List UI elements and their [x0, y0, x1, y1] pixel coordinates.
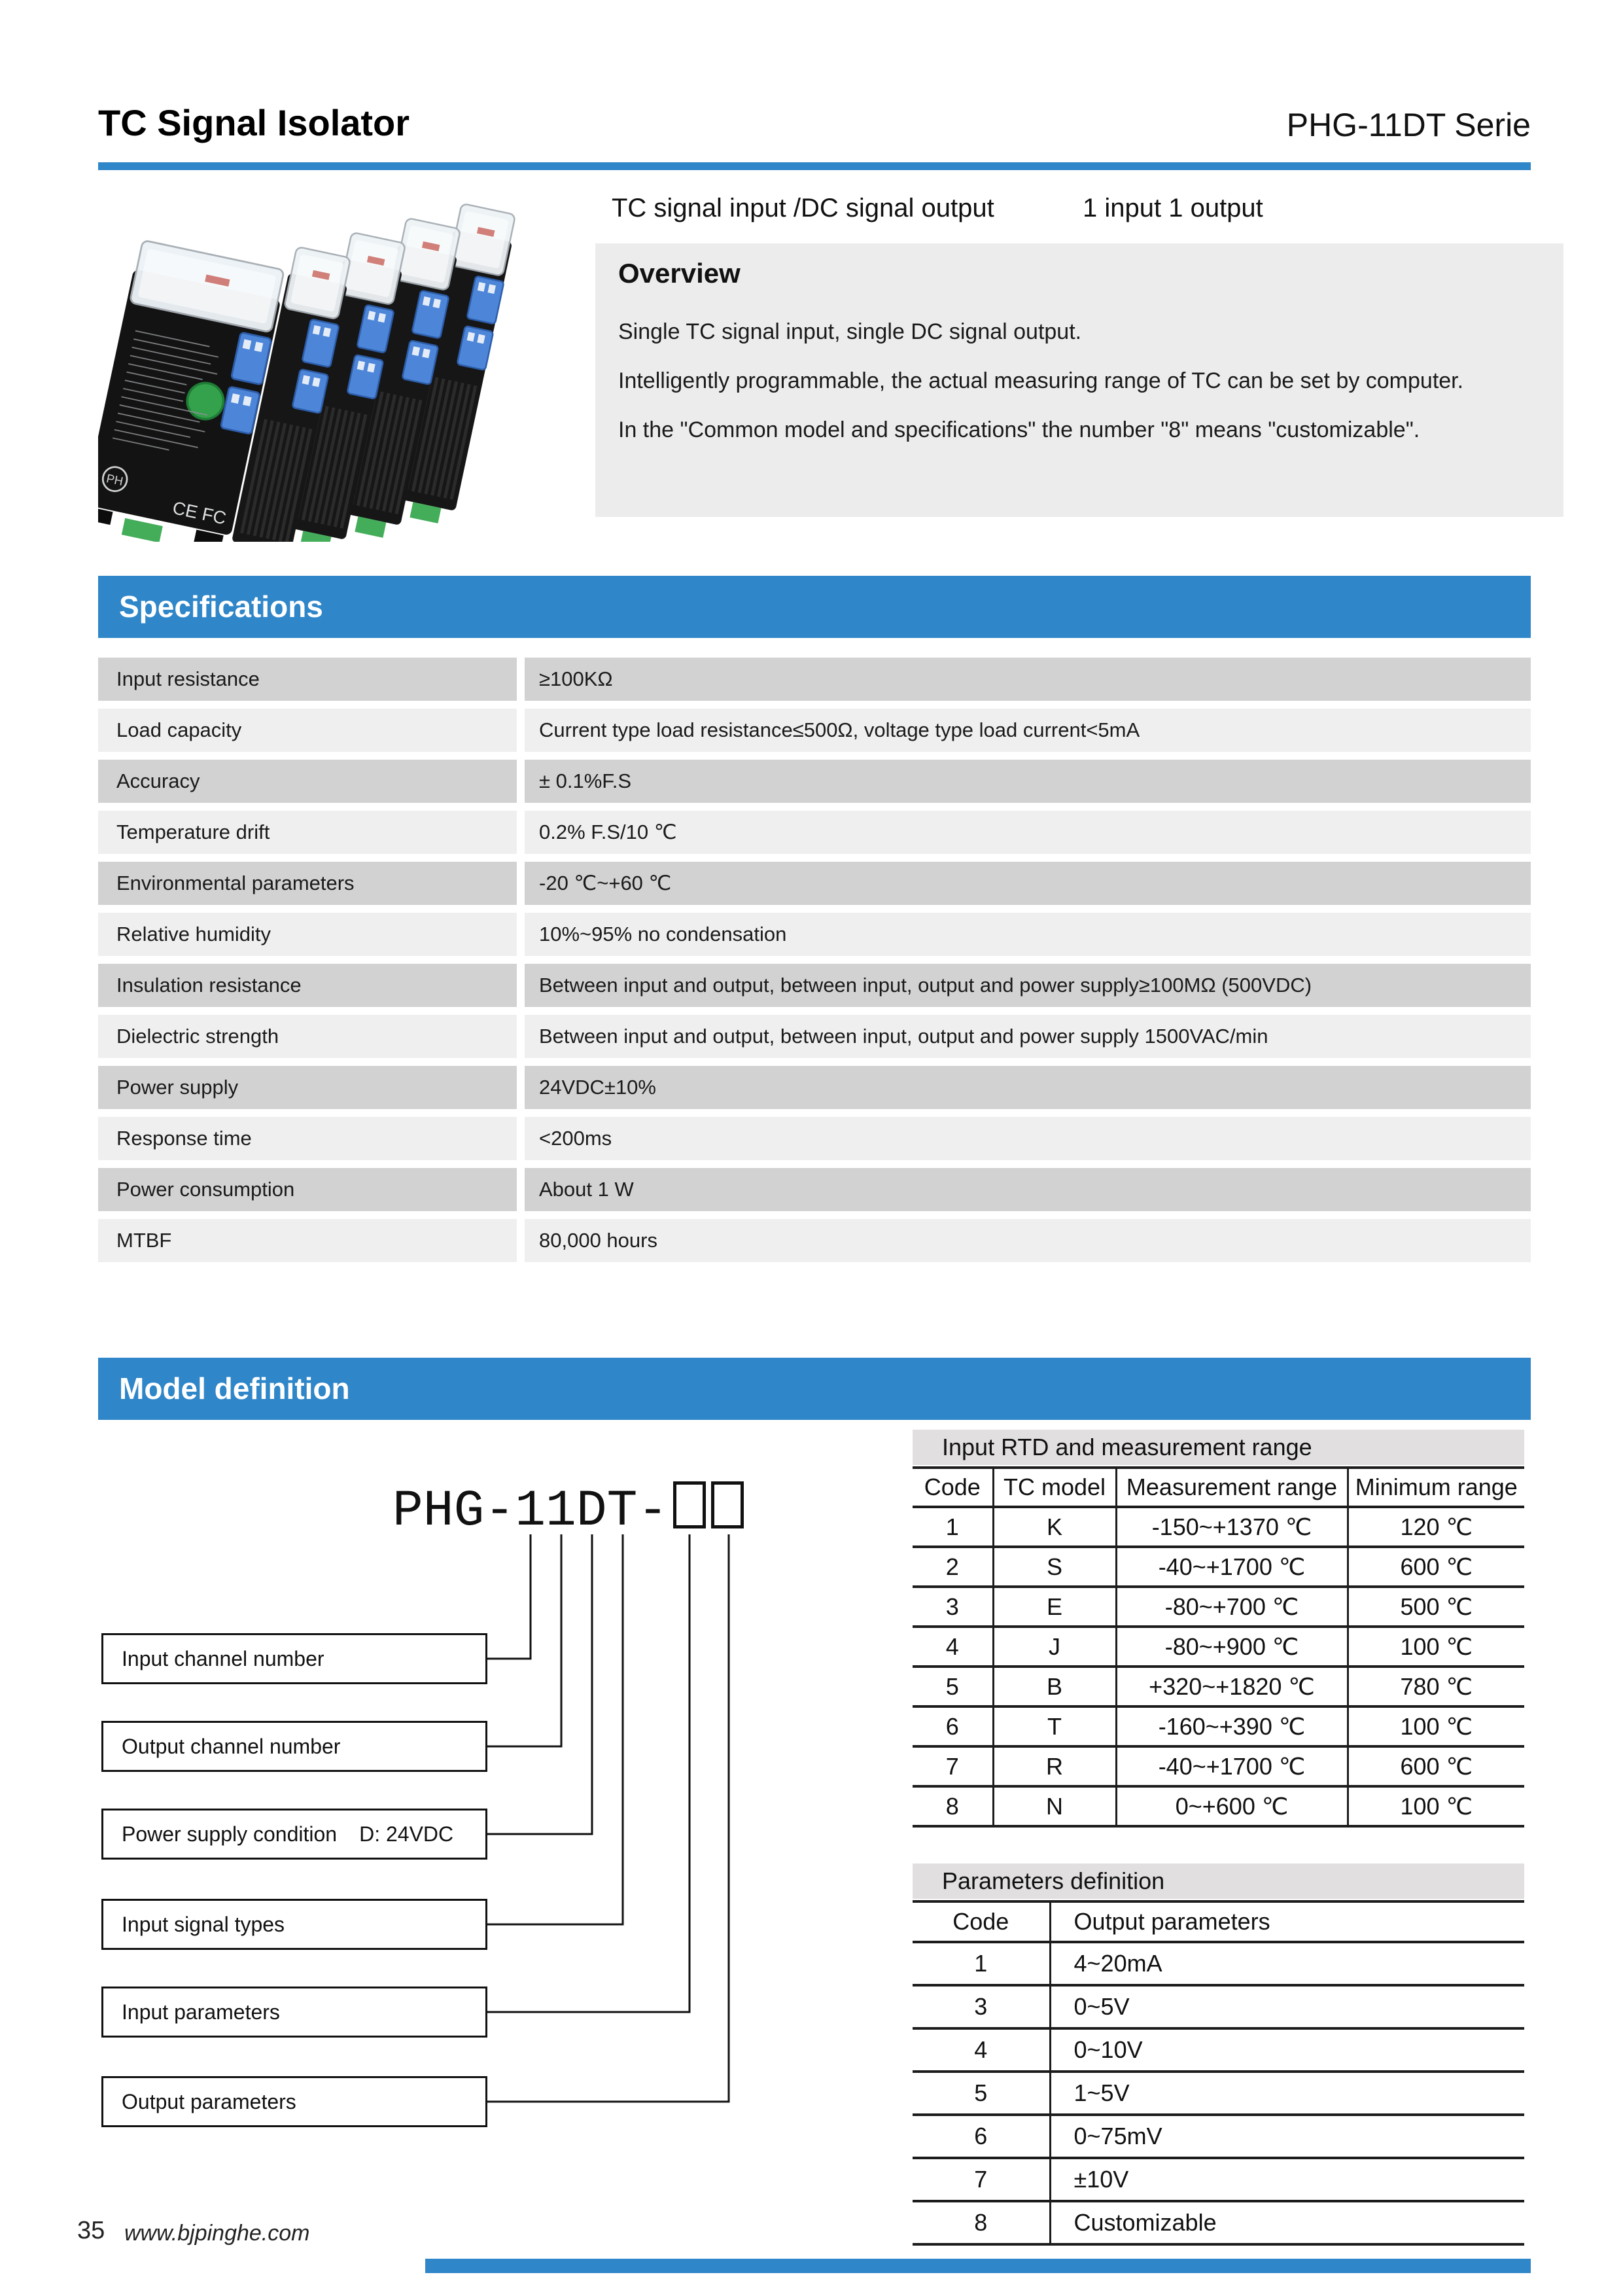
cell: 7: [913, 1746, 993, 1786]
spec-value: About 1 W: [525, 1168, 1531, 1211]
parameters-table-title: Parameters definition: [913, 1863, 1524, 1899]
table-row: [913, 2072, 1524, 2115]
overview-line: Single TC signal input, single DC signal output.: [618, 319, 1082, 344]
col-header: Code: [913, 1468, 993, 1507]
cell: 600 ℃: [1348, 1547, 1524, 1587]
table-row: [913, 1667, 1524, 1706]
cell: ±10V: [1050, 2158, 1524, 2201]
callout-input-parameters: [101, 1987, 487, 2038]
table-row: [913, 2201, 1524, 2244]
spec-label: Power supply: [98, 1066, 517, 1109]
cell: 5: [913, 1667, 993, 1706]
spec-value: 24VDC±10%: [525, 1066, 1531, 1109]
cell: 6: [913, 1706, 993, 1746]
overview-title: Overview: [618, 258, 741, 289]
table-row: [913, 1786, 1524, 1826]
table-row: [913, 2158, 1524, 2201]
table-header-row: [913, 1901, 1524, 1942]
signal-heading: TC signal input /DC signal output: [612, 194, 994, 222]
cell: 1: [913, 1942, 1050, 1985]
table-row: [98, 709, 1531, 752]
callout-input-channel: [101, 1633, 487, 1684]
table-row: [98, 964, 1531, 1007]
overview-line: Intelligently programmable, the actual measuring range of TC can be set by computer.: [618, 368, 1464, 393]
cell: -40~+1700 ℃: [1116, 1547, 1348, 1587]
spec-value: <200ms: [525, 1117, 1531, 1160]
table-row: [98, 862, 1531, 905]
callout-label: Input signal types: [122, 1912, 285, 1936]
callout-output-channel: [101, 1721, 487, 1772]
col-header: TC model: [993, 1468, 1116, 1507]
page-title: TC Signal Isolator: [98, 102, 410, 143]
spec-label: Dielectric strength: [98, 1015, 517, 1058]
table-row: [913, 1942, 1524, 1985]
table-row: [913, 1587, 1524, 1627]
cell: S: [993, 1547, 1116, 1587]
spec-label: Response time: [98, 1117, 517, 1160]
footer-divider: [425, 2259, 1531, 2273]
cell: 3: [913, 1985, 1050, 2028]
spec-value: 80,000 hours: [525, 1219, 1531, 1262]
rtd-table-title: Input RTD and measurement range: [913, 1430, 1524, 1465]
table-row: [913, 1706, 1524, 1746]
cell: 2: [913, 1547, 993, 1587]
spec-label: MTBF: [98, 1219, 517, 1262]
table-row: [98, 658, 1531, 701]
cell: 4: [913, 2028, 1050, 2072]
callout-input-signal-types: [101, 1899, 487, 1950]
cell: -150~+1370 ℃: [1116, 1507, 1348, 1547]
table-row: [98, 1219, 1531, 1262]
spec-label: Temperature drift: [98, 811, 517, 854]
spec-label: Insulation resistance: [98, 964, 517, 1007]
cell: 100 ℃: [1348, 1786, 1524, 1826]
cell: 8: [913, 1786, 993, 1826]
spec-label: Power consumption: [98, 1168, 517, 1211]
table-row: [98, 1015, 1531, 1058]
cell: 1: [913, 1507, 993, 1547]
cell: 1~5V: [1050, 2072, 1524, 2115]
table-row: [913, 1507, 1524, 1547]
table-row: [913, 2028, 1524, 2072]
cell: -80~+700 ℃: [1116, 1587, 1348, 1627]
cell: -40~+1700 ℃: [1116, 1746, 1348, 1786]
table-row: [98, 811, 1531, 854]
page-header: [98, 97, 1531, 144]
callout-label: Input channel number: [122, 1646, 324, 1670]
cell: 8: [913, 2201, 1050, 2244]
page-number: 35: [77, 2217, 105, 2244]
spec-value: 10%~95% no condensation: [525, 913, 1531, 956]
specifications-table: [98, 658, 1531, 1270]
power-supply-note: D: 24VDC: [359, 1822, 454, 1846]
spec-label: Environmental parameters: [98, 862, 517, 905]
cell: 120 ℃: [1348, 1507, 1524, 1547]
cell: 0~+600 ℃: [1116, 1786, 1348, 1826]
cell: 500 ℃: [1348, 1587, 1524, 1627]
col-header: Code: [913, 1901, 1050, 1942]
cell: 100 ℃: [1348, 1706, 1524, 1746]
spec-value: ± 0.1%F.S: [525, 760, 1531, 803]
table-row: [98, 1117, 1531, 1160]
table-header-row: [913, 1468, 1524, 1507]
callout-label: Output channel number: [122, 1734, 341, 1758]
website-link[interactable]: www.bjpinghe.com: [124, 2221, 310, 2246]
series-label: PHG-11DT Serie: [1286, 107, 1531, 143]
table-row: [98, 760, 1531, 803]
cell: K: [993, 1507, 1116, 1547]
table-row: [913, 1985, 1524, 2028]
spec-value: Current type load resistance≤500Ω, voltage type load current<5mA: [525, 709, 1531, 752]
spec-label: Relative humidity: [98, 913, 517, 956]
cell: J: [993, 1627, 1116, 1667]
cell: 0~5V: [1050, 1985, 1524, 2028]
specifications-section-bar: Specifications: [98, 576, 1531, 638]
table-row: [913, 1627, 1524, 1667]
cell: 600 ℃: [1348, 1746, 1524, 1786]
cell: +320~+1820 ℃: [1116, 1667, 1348, 1706]
callout-label: Output parameters: [122, 2089, 296, 2113]
cell: B: [993, 1667, 1116, 1706]
product-photo: [98, 169, 595, 542]
col-header: Measurement range: [1116, 1468, 1348, 1507]
cell: 3: [913, 1587, 993, 1627]
cell: 7: [913, 2158, 1050, 2201]
table-row: [913, 1547, 1524, 1587]
callout-output-parameters: [101, 2076, 487, 2127]
model-definition-section-bar: Model definition: [98, 1358, 1531, 1420]
cell: N: [993, 1786, 1116, 1826]
cell: 4~20mA: [1050, 1942, 1524, 1985]
callout-power-supply: [101, 1809, 487, 1860]
col-header: Output parameters: [1050, 1901, 1524, 1942]
spec-value: Between input and output, between input, output and power supply 1500VAC/min: [525, 1015, 1531, 1058]
callout-label: Power supply condition: [122, 1822, 338, 1846]
channel-heading: 1 input 1 output: [1083, 194, 1263, 222]
table-row: [98, 1168, 1531, 1211]
cell: E: [993, 1587, 1116, 1627]
col-header: Minimum range: [1348, 1468, 1524, 1507]
cell: 0~75mV: [1050, 2115, 1524, 2158]
rtd-range-table: [913, 1430, 1524, 1828]
spec-label: Input resistance: [98, 658, 517, 701]
cell: 100 ℃: [1348, 1627, 1524, 1667]
callout-label: Input parameters: [122, 2000, 280, 2024]
table-row: [913, 1746, 1524, 1786]
overview-line: In the "Common model and specifications" the number "8" means "customizable".: [618, 417, 1420, 442]
spec-value: 0.2% F.S/10 ℃: [525, 811, 1531, 854]
cell: R: [993, 1746, 1116, 1786]
spec-label: Load capacity: [98, 709, 517, 752]
cell: 0~10V: [1050, 2028, 1524, 2072]
spec-value: ≥100KΩ: [525, 658, 1531, 701]
spec-value: -20 ℃~+60 ℃: [525, 862, 1531, 905]
svg-text:PH: PH: [105, 471, 125, 488]
cell: Customizable: [1050, 2201, 1524, 2244]
cell: 6: [913, 2115, 1050, 2158]
spec-value: Between input and output, between input, output and power supply≥100MΩ (500VDC): [525, 964, 1531, 1007]
cell: 780 ℃: [1348, 1667, 1524, 1706]
parameters-table: [913, 1863, 1524, 2246]
cell: -80~+900 ℃: [1116, 1627, 1348, 1667]
overview-box: [595, 243, 1563, 517]
cell: T: [993, 1706, 1116, 1746]
table-row: [913, 2115, 1524, 2158]
cell: 5: [913, 2072, 1050, 2115]
table-row: [98, 913, 1531, 956]
table-row: [98, 1066, 1531, 1109]
spec-label: Accuracy: [98, 760, 517, 803]
cell: -160~+390 ℃: [1116, 1706, 1348, 1746]
cell: 4: [913, 1627, 993, 1667]
model-code-text: PHG-11DT-: [393, 1483, 669, 1540]
svg-text:CE FC: CE FC: [171, 497, 228, 529]
